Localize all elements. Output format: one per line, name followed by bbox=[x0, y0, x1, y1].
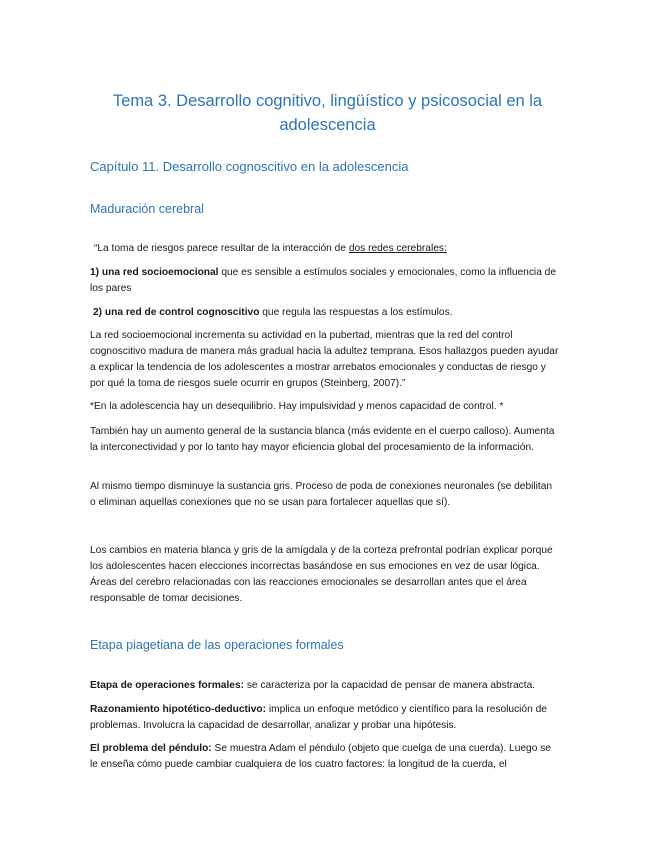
paragraph-sustancia-gris: Al mismo tiempo disminuye la sustancia gris. Proceso de poda de conexiones neuronales (se debilitan o eliminan aquellas conexiones que no se usan para fortalecer aquellas que sí). bbox=[90, 481, 553, 508]
paragraph-etapa bbox=[90, 678, 560, 694]
paragraph-cambios: Los cambios en materia blanca y gris de la amígdala y de la corteza prefrontal podrían explicar porque los adolescentes hacen elecciones incorrectas basándose en sus emociones en vez de usar lógica. Áreas del cerebro relacionadas con las reacciones emocionales se desarrollan antes que el área responsable de tomar decisiones. bbox=[90, 545, 553, 604]
page-title: Tema 3. Desarrollo cognitivo, lingüístico y psicosocial en la adolescencia bbox=[112, 92, 543, 134]
pendulo-label: El problema del péndulo: bbox=[90, 743, 212, 754]
etapa-text: se caracteriza por la capacidad de pensar de manera abstracta. bbox=[244, 680, 536, 691]
quote-intro bbox=[94, 241, 564, 257]
paragraph-desequilibrio: *En la adolescencia hay un desequilibrio. Hay impulsividad y menos capacidad de control. * bbox=[90, 401, 504, 412]
item1-text: que es sensible a estímulos sociales y emocionales, como la influencia de los pares bbox=[90, 267, 557, 294]
paragraph-red-socioemocional: La red socioemocional incrementa su actividad en la pubertad, mientras que la red del control cognoscitivo madura de manera más gradual hacia la adultez temprana. Esos hallazgos pueden ayudar a explicar la tendencia de los adolescentes a mostrar arrebatos emocionales y conductas de riesgo y por qué la toma de riesgos suele ocurrir en grupos (Steinberg, 2007).” bbox=[90, 330, 559, 389]
razonamiento-text: implica un enfoque metódico y científico para la resolución de problemas. Involucra la capacidad de desarrollar, analizar y probar una hipótesis. bbox=[90, 704, 547, 731]
list-item-control bbox=[93, 305, 563, 321]
paragraph-pendulo bbox=[90, 741, 560, 773]
item2-label: 2) una red de control cognoscitivo bbox=[93, 307, 260, 318]
section-heading-piagetiana: Etapa piagetiana de las operaciones formales bbox=[90, 638, 344, 652]
section-heading-maduracion: Maduración cerebral bbox=[90, 202, 204, 216]
paragraph-sustancia-blanca: También hay un aumento general de la sustancia blanca (más evidente en el cuerpo calloso). Aumenta la interconectividad y por lo tanto hay mayor eficiencia global del procesamiento de la información. bbox=[90, 426, 555, 453]
item1-label: 1) una red socioemocional bbox=[90, 267, 219, 278]
razonamiento-label: Razonamiento hipotético-deductivo: bbox=[90, 704, 267, 715]
item2-text: que regula las respuestas a los estímulos. bbox=[259, 307, 453, 318]
chapter-heading: Capítulo 11. Desarrollo cognoscitivo en la adolescencia bbox=[90, 159, 409, 174]
etapa-label: Etapa de operaciones formales: bbox=[90, 680, 244, 691]
paragraph-razonamiento bbox=[90, 702, 560, 734]
pendulo-text: Se muestra Adam el péndulo (objeto que cuelga de una cuerda). Luego se le enseña cómo puede cambiar cualquiera de los cuatro factores: la longitud de la cuerda, el bbox=[90, 743, 551, 770]
quote-intro-text: “La toma de riesgos parece resultar de la interacción de bbox=[94, 243, 349, 254]
list-item-socioemocional bbox=[90, 265, 560, 297]
quote-intro-underlined: dos redes cerebrales: bbox=[348, 243, 447, 254]
